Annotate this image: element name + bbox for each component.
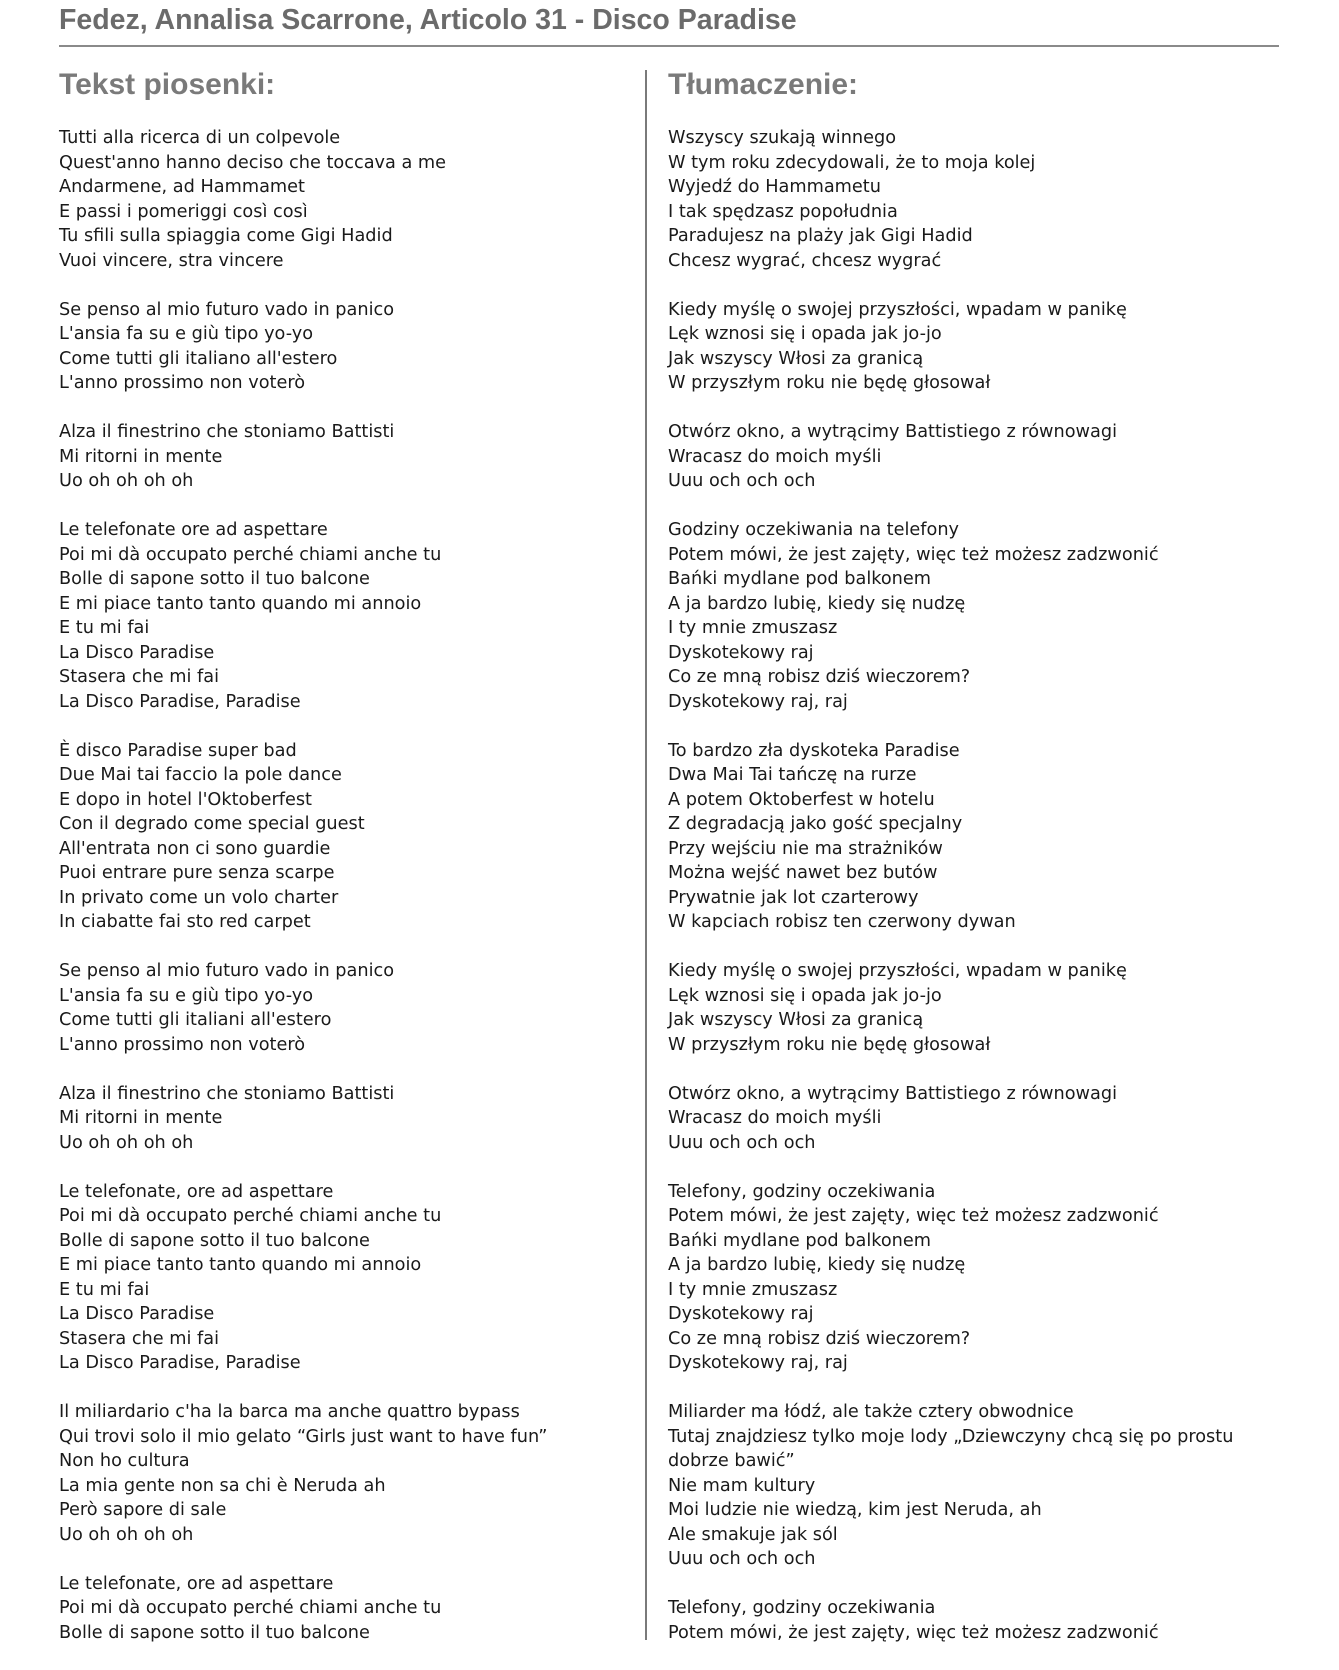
lyric-line: Dyskotekowy raj, raj [668, 1353, 848, 1373]
stanza [59, 739, 639, 935]
lyric-line: Dyskotekowy raj [668, 642, 814, 663]
lyric-line: Qui trovi solo il mio gelato “Girls just want to have fun” [59, 1426, 548, 1447]
lyric-line: Prywatnie jak lot czarterowy [668, 887, 919, 908]
lyric-line: Vuoi vincere, stra vincere [59, 250, 284, 271]
lyric-line: W przyszłym roku nie będę głosował [668, 1034, 991, 1055]
stanza [59, 1082, 639, 1156]
title-divider [59, 45, 1279, 47]
lyric-line: Poi mi dà occupato perché chiami anche tu [59, 544, 442, 565]
lyric-line: Lęk wznosi się i opada jak jo-jo [668, 985, 942, 1006]
stanza [668, 126, 1288, 273]
lyric-line: L'anno prossimo non voterò [59, 1034, 306, 1055]
stanza [59, 126, 639, 273]
lyric-line: Wyjedź do Hammametu [668, 177, 881, 197]
lyric-line: Telefony, godziny oczekiwania [668, 1598, 936, 1618]
lyric-line: Jak wszyscy Włosi za granicą [668, 348, 924, 369]
translation-stanzas [668, 126, 1288, 1645]
lyric-line: I ty mnie zmuszasz [668, 1279, 838, 1300]
lyric-line: In ciabatte fai sto red carpet [59, 912, 311, 932]
original-lyrics-column [59, 65, 639, 1670]
lyric-line: Co ze mną robisz dziś wieczorem? [668, 1328, 971, 1349]
lyric-line: Moi ludzie nie wiedzą, kim jest Neruda, ah [668, 1500, 1042, 1520]
lyric-line: A potem Oktoberfest w hotelu [668, 789, 935, 810]
lyric-line: La Disco Paradise, Paradise [59, 691, 301, 712]
translation-heading: Tłumaczenie: [668, 68, 859, 101]
lyric-line: Lęk wznosi się i opada jak jo-jo [668, 324, 942, 344]
stanza [668, 739, 1288, 935]
lyric-line: Kiedy myślę o swojej przyszłości, wpadam w panikę [668, 299, 1127, 320]
lyric-line: Paradujesz na plaży jak Gigi Hadid [668, 226, 973, 246]
lyric-line: Le telefonate ore ad aspettare [59, 520, 328, 540]
lyric-line: E passi i pomeriggi così così [59, 201, 308, 222]
lyric-line: Stasera che mi fai [59, 1328, 220, 1349]
stanza [59, 959, 639, 1057]
lyric-line: W przyszłym roku nie będę głosował [668, 373, 991, 393]
stanza [59, 1400, 639, 1547]
lyric-line: Dyskotekowy raj, raj [668, 691, 848, 712]
lyric-line: I ty mnie zmuszasz [668, 618, 838, 638]
stanza [59, 420, 639, 494]
lyric-line: Poi mi dà occupato perché chiami anche tu [59, 1598, 442, 1618]
lyric-line: Il miliardario c'ha la barca ma anche quattro bypass [59, 1402, 520, 1422]
lyric-line: Mi ritorni in mente [59, 1108, 223, 1128]
stanza [668, 959, 1288, 1057]
lyric-line: Potem mówi, że jest zajęty, więc też możesz zadzwonić [668, 1622, 1159, 1643]
lyric-line: Nie mam kultury [668, 1475, 816, 1496]
stanza [59, 1572, 639, 1646]
lyric-line: W tym roku zdecydowali, że to moja kolej [668, 152, 1036, 173]
lyric-line: Telefony, godziny oczekiwania [668, 1181, 936, 1202]
lyric-line: Z degradacją jako gość specjalny [668, 814, 963, 834]
lyric-line: Godziny oczekiwania na telefony [668, 520, 960, 540]
lyric-line: Dwa Mai Tai tańczę na rurze [668, 765, 917, 785]
lyric-line: Jak wszyscy Włosi za granicą [668, 1010, 924, 1030]
lyric-line: Wszyscy szukają winnego [668, 128, 897, 148]
lyric-line: Alza il finestrino che stoniamo Battisti [59, 422, 395, 442]
lyric-line: Uuu och och och [668, 1549, 816, 1569]
lyric-line: Se penso al mio futuro vado in panico [59, 961, 395, 981]
lyric-line: Non ho cultura [59, 1451, 190, 1471]
lyric-line: E dopo in hotel l'Oktoberfest [59, 789, 312, 810]
lyric-line: L'ansia fa su e giù tipo yo-yo [59, 324, 314, 344]
stanza [668, 1596, 1288, 1645]
lyric-line: A ja bardzo lubię, kiedy się nudzę [668, 1255, 966, 1275]
stanza [59, 518, 639, 714]
lyric-line: All'entrata non ci sono guardie [59, 838, 331, 859]
lyric-line: Con il degrado come special guest [59, 814, 365, 834]
stanza [59, 1180, 639, 1376]
lyric-line: È disco Paradise super bad [59, 740, 297, 761]
lyric-line: Wracasz do moich myśli [668, 1108, 882, 1128]
lyric-line: E mi piace tanto tanto quando mi annoio [59, 1255, 422, 1275]
lyric-line: Come tutti gli italiano all'estero [59, 348, 338, 369]
song-title: Fedez, Annalisa Scarrone, Articolo 31 - Disco Paradise [59, 4, 797, 36]
lyric-line: Uuu och och och [668, 1132, 816, 1153]
lyric-line: Uo oh oh oh oh [59, 1132, 194, 1153]
lyric-line: Però sapore di sale [59, 1500, 227, 1520]
lyric-line: Tu sfili sulla spiaggia come Gigi Hadid [59, 226, 393, 246]
lyric-line: Otwórz okno, a wytrącimy Battistiego z równowagi [668, 422, 1117, 442]
lyric-line: Bańki mydlane pod balkonem [668, 1230, 931, 1251]
stanza [668, 518, 1288, 714]
lyric-line: L'anno prossimo non voterò [59, 373, 306, 393]
lyric-line: Puoi entrare pure senza scarpe [59, 863, 335, 883]
lyric-line: La Disco Paradise [59, 1304, 215, 1324]
lyric-line: Se penso al mio futuro vado in panico [59, 299, 395, 320]
lyric-line: Potem mówi, że jest zajęty, więc też możesz zadzwonić [668, 544, 1159, 565]
lyric-line: Wracasz do moich myśli [668, 446, 882, 467]
lyric-line: Bolle di sapone sotto il tuo balcone [59, 569, 370, 589]
stanza [59, 298, 639, 396]
translation-column [668, 65, 1288, 1670]
lyric-line: Tutti alla ricerca di un colpevole [59, 128, 341, 148]
lyric-line: Alza il finestrino che stoniamo Battisti [59, 1083, 395, 1104]
lyric-line: Poi mi dà occupato perché chiami anche tu [59, 1206, 442, 1226]
stanza [668, 420, 1288, 494]
lyric-line: In privato come un volo charter [59, 887, 339, 908]
lyric-line: Dyskotekowy raj [668, 1304, 814, 1324]
lyric-line: E tu mi fai [59, 618, 150, 638]
lyric-line: Uo oh oh oh oh [59, 1524, 194, 1545]
lyric-line: E mi piace tanto tanto quando mi annoio [59, 593, 422, 614]
lyric-line: Tutaj znajdziesz tylko moje lody „Dziewczyny chcą się po prostu dobrze bawić” [668, 1426, 1234, 1471]
lyric-line: La Disco Paradise, Paradise [59, 1353, 301, 1373]
lyric-line: Otwórz okno, a wytrącimy Battistiego z równowagi [668, 1083, 1117, 1104]
stanza [668, 298, 1288, 396]
lyric-line: W kapciach robisz ten czerwony dywan [668, 912, 1016, 932]
lyric-line: E tu mi fai [59, 1279, 150, 1300]
lyric-line: Come tutti gli italiani all'estero [59, 1010, 332, 1030]
lyric-line: Uo oh oh oh oh [59, 471, 194, 491]
lyric-line: Miliarder ma łódź, ale także cztery obwodnice [668, 1402, 1074, 1422]
lyric-line: Le telefonate, ore ad aspettare [59, 1181, 334, 1202]
stanza [668, 1400, 1288, 1572]
lyric-line: L'ansia fa su e giù tipo yo-yo [59, 985, 314, 1006]
lyric-line: Kiedy myślę o swojej przyszłości, wpadam w panikę [668, 961, 1127, 981]
lyric-line: Można wejść nawet bez butów [668, 863, 938, 883]
lyric-line: Bolle di sapone sotto il tuo balcone [59, 1622, 370, 1643]
lyric-line: La Disco Paradise [59, 642, 215, 663]
original-stanzas [59, 126, 639, 1645]
lyric-line: Przy wejściu nie ma strażników [668, 838, 943, 859]
stanza [668, 1082, 1288, 1156]
lyric-line: Le telefonate, ore ad aspettare [59, 1573, 334, 1594]
lyric-line: Bańki mydlane pod balkonem [668, 569, 931, 589]
lyric-line: Due Mai tai faccio la pole dance [59, 765, 342, 785]
lyric-line: Bolle di sapone sotto il tuo balcone [59, 1230, 370, 1251]
stanza [668, 1180, 1288, 1376]
lyric-line: Potem mówi, że jest zajęty, więc też możesz zadzwonić [668, 1206, 1159, 1226]
column-divider [645, 70, 647, 1640]
lyric-line: Uuu och och och [668, 471, 816, 491]
lyric-line: A ja bardzo lubię, kiedy się nudzę [668, 593, 966, 614]
lyric-line: Andarmene, ad Hammamet [59, 177, 305, 197]
lyric-line: I tak spędzasz popołudnia [668, 201, 898, 222]
lyric-line: Stasera che mi fai [59, 667, 220, 687]
lyric-line: Ale smakuje jak sól [668, 1524, 838, 1545]
lyric-line: Mi ritorni in mente [59, 446, 223, 467]
lyric-line: Chcesz wygrać, chcesz wygrać [668, 250, 942, 271]
lyric-line: Co ze mną robisz dziś wieczorem? [668, 667, 971, 687]
lyric-line: La mia gente non sa chi è Neruda ah [59, 1475, 386, 1496]
lyric-line: Quest'anno hanno deciso che toccava a me [59, 152, 447, 173]
lyric-line: To bardzo zła dyskoteka Paradise [668, 740, 960, 761]
original-lyrics-heading: Tekst piosenki: [59, 68, 276, 101]
